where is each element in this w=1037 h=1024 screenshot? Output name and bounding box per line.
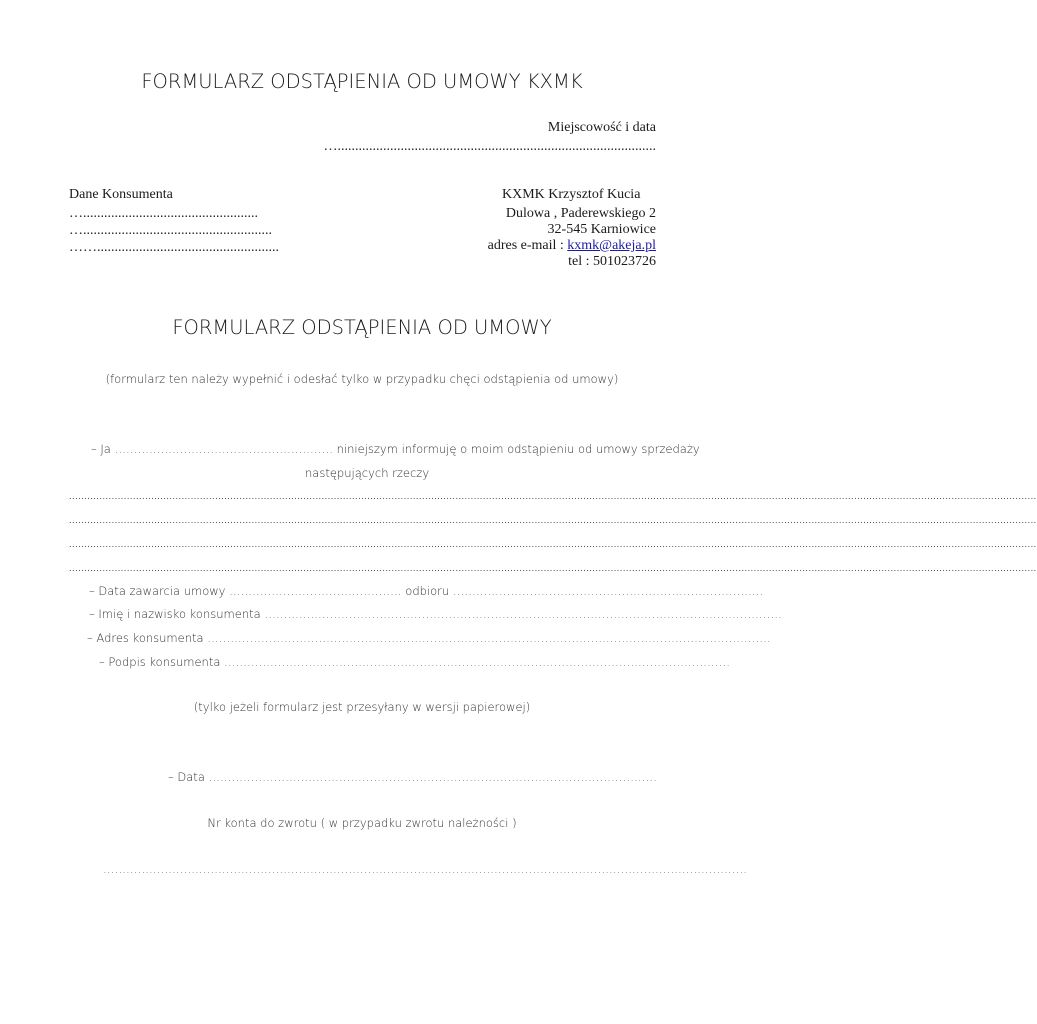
email-label: adres e-mail : — [487, 238, 568, 253]
company-phone: tel : 501023726 — [568, 254, 656, 269]
form-subtitle: (formularz ten należy wypełnić i odesłać tylko w przypadku chęci odstąpienia od umowy) — [105, 372, 619, 386]
consumer-signature-field[interactable]: – Podpis konsumenta …………………………………………………………………………………………………………………… — [99, 655, 731, 669]
consumer-address-field[interactable]: – Adres konsumenta ………………………………………………………………………………………………………………………………… — [87, 631, 771, 645]
refund-account-label: Nr konta do zwrotu ( w przypadku zwrotu należności ) — [207, 816, 517, 830]
consumer-data-label: Dane Konsumenta — [69, 187, 173, 202]
place-date-field[interactable]: …........................................................................................... — [323, 139, 656, 154]
place-date-label: Miejscowość i data — [547, 120, 656, 135]
items-line-2[interactable]: .............................................................................................................................................................................................................................................................................................................................. — [69, 516, 1037, 525]
consumer-line-3[interactable]: …….................................................... — [69, 240, 279, 255]
company-city: 32-545 Karniowice — [547, 222, 656, 237]
form-header-title: FORMULARZ ODSTĄPIENIA OD UMOWY KXMK — [141, 70, 583, 93]
items-line-1[interactable]: .............................................................................................................................................................................................................................................................................................................................. — [69, 492, 1037, 501]
paper-version-note: (tylko jeżeli formularz jest przesyłany w wersji papierowej) — [193, 700, 531, 714]
consumer-line-2[interactable]: …...................................................... — [69, 223, 272, 238]
items-line-3[interactable]: .............................................................................................................................................................................................................................................................................................................................. — [69, 540, 1037, 549]
company-name: KXMK Krzysztof Kucia — [502, 187, 641, 202]
form-title: FORMULARZ ODSTĄPIENIA OD UMOWY — [172, 316, 552, 339]
refund-account-field[interactable]: …………………………………………………………………………………………………………………………………………………… — [103, 862, 747, 876]
consumer-name-field[interactable]: – Imię i nazwisko konsumenta ……………………………………………………………………………………………………………………… — [89, 607, 782, 621]
company-email-row — [488, 238, 656, 254]
contract-date-field[interactable]: – Data zawarcia umowy ……………………………………… odbioru ……………………………………………………………………… — [89, 584, 764, 598]
date-field[interactable]: – Data ……………………………………………………………………………………………………… — [168, 770, 658, 784]
company-street: Dulowa , Paderewskiego 2 — [505, 206, 656, 221]
ja-statement[interactable]: – Ja ………………………………………………… niniejszym informuję o moim odstąpieniu od umowy sprzedaży — [91, 442, 700, 456]
items-line-4[interactable]: .............................................................................................................................................................................................................................................................................................................................. — [69, 564, 1037, 573]
consumer-line-1[interactable]: ….................................................. — [69, 206, 258, 221]
email-link[interactable]: kxmk@akeja.pl — [567, 238, 656, 253]
ja-statement-cont: następujących rzeczy — [305, 466, 430, 480]
